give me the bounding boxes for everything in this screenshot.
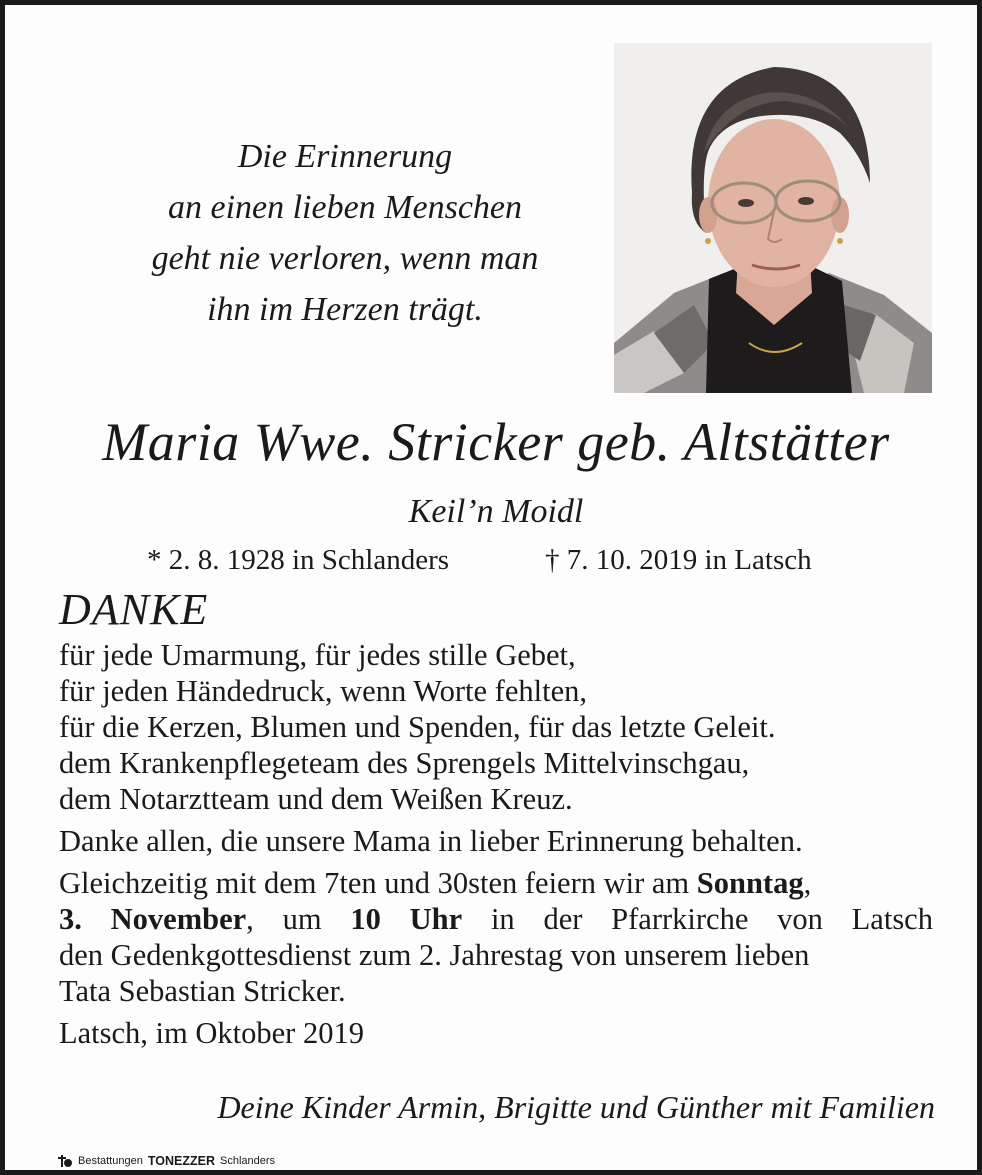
mass-line-2 bbox=[59, 901, 933, 937]
mass-day: Sonntag bbox=[696, 866, 804, 900]
funeral-home-footer bbox=[57, 1151, 275, 1171]
place-date: Latsch, im Oktober 2019 bbox=[59, 1016, 364, 1050]
quote-line: Die Erinnerung bbox=[237, 138, 453, 175]
quote-line: an einen lieben Menschen bbox=[167, 189, 523, 226]
footer-company: TONEZZER bbox=[147, 1154, 215, 1168]
deceased-name: Maria Wwe. Stricker geb. Altstätter bbox=[102, 412, 890, 472]
thanks-line: dem Krankenpflegeteam des Sprengels Mittelvinschgau, bbox=[59, 746, 750, 780]
thanks-line: für die Kerzen, Blumen und Spenden, für das letzte Geleit. bbox=[59, 710, 776, 744]
thanks-all-line: Danke allen, die unsere Mama in lieber Erinnerung behalten. bbox=[59, 824, 803, 858]
thanks-line: für jeden Händedruck, wenn Worte fehlten, bbox=[59, 674, 587, 708]
mass-line-1 bbox=[59, 865, 933, 901]
thanks-body bbox=[59, 637, 933, 1051]
thanks-heading: DANKE bbox=[59, 585, 209, 634]
mass-time: 10 Uhr bbox=[350, 902, 463, 936]
portrait-photo-illustration bbox=[614, 43, 932, 393]
mass-text: , um bbox=[246, 902, 351, 936]
mass-text: Gleichzeitig mit dem 7ten und 30sten feiern wir am bbox=[59, 866, 697, 900]
thanks-line: dem Notarztteam und dem Weißen Kreuz. bbox=[59, 782, 573, 816]
mass-text: in der Pfarrkirche von Latsch bbox=[462, 902, 933, 936]
memorial-quote bbox=[65, 131, 625, 335]
birth-date: * 2. 8. 1928 in Schlanders bbox=[147, 544, 450, 576]
thanks-line: für jede Umarmung, für jedes stille Gebet, bbox=[59, 638, 576, 672]
footer-prefix: Bestattungen bbox=[78, 1155, 143, 1167]
deceased-nickname: Keil’n Moidl bbox=[408, 493, 584, 530]
death-date: † 7. 10. 2019 in Latsch bbox=[545, 544, 812, 576]
quote-line: ihn im Herzen trägt. bbox=[207, 291, 483, 328]
mass-line-4: Tata Sebastian Stricker. bbox=[59, 974, 346, 1008]
quote-line: geht nie verloren, wenn man bbox=[151, 240, 539, 277]
life-dates bbox=[5, 538, 982, 582]
mass-text: , bbox=[803, 866, 812, 900]
family-signature: Deine Kinder Armin, Brigitte und Günther mit Familien bbox=[217, 1089, 935, 1125]
mass-line-3: den Gedenkgottesdienst zum 2. Jahrestag von unserem lieben bbox=[59, 938, 810, 972]
footer-town: Schlanders bbox=[219, 1155, 276, 1167]
mass-date: 3. November bbox=[59, 902, 247, 936]
portrait-photo bbox=[614, 43, 932, 393]
cross-logo-icon bbox=[57, 1154, 73, 1168]
